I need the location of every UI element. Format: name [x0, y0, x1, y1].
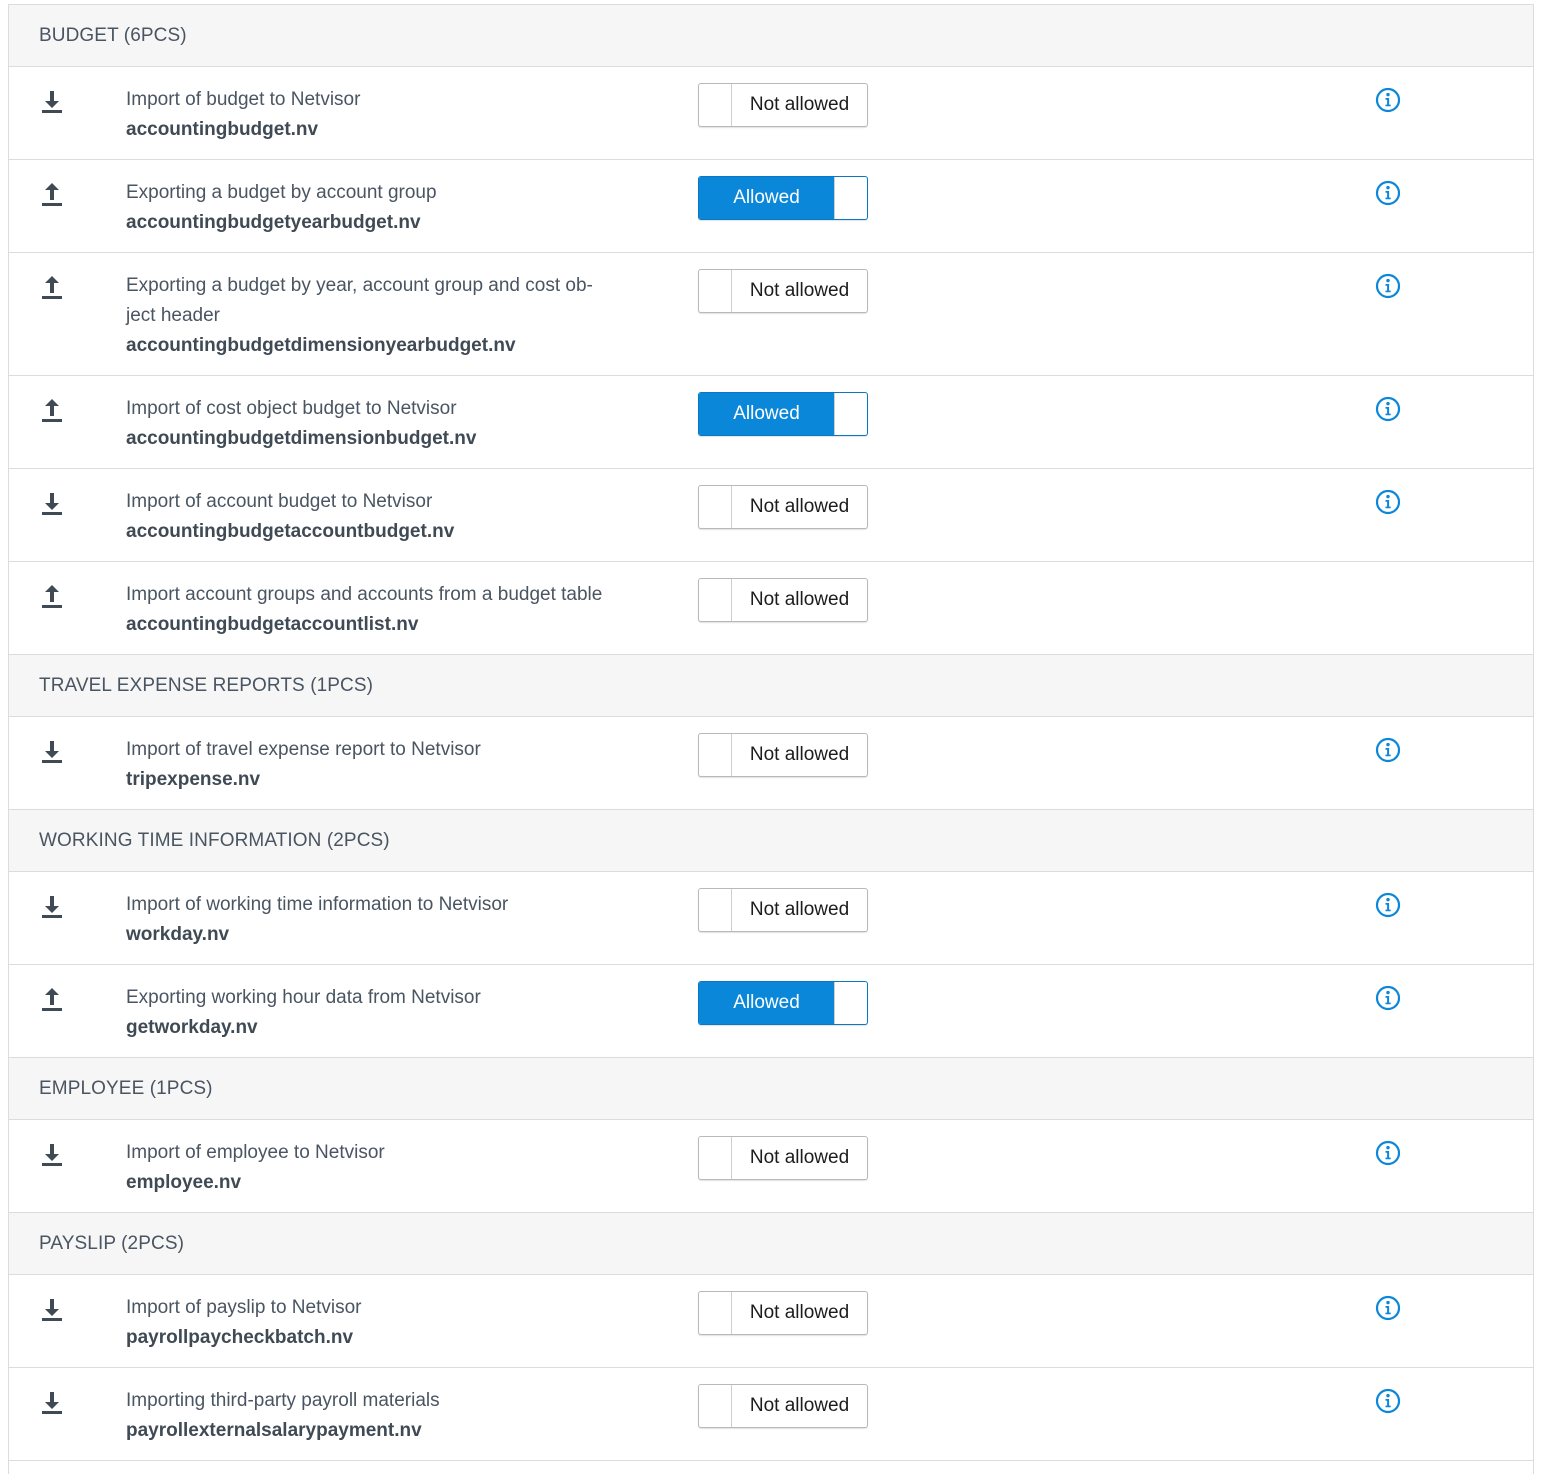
- permission-file: accountingbudgetdimensionyearbudget.nv: [126, 335, 516, 356]
- permission-text: [126, 1386, 646, 1446]
- toggle-knob: [699, 1292, 732, 1334]
- section-title: TRAVEL EXPENSE REPORTS (1PCS): [39, 674, 374, 696]
- permission-row: [9, 469, 1533, 562]
- permission-toggle[interactable]: [698, 1136, 868, 1180]
- section-header-employee: [9, 1058, 1533, 1120]
- permission-text: [126, 1138, 646, 1198]
- permission-row: [9, 872, 1533, 965]
- permission-description: Import account groups and accounts from a budget table: [126, 584, 603, 605]
- toggle-label: Not allowed: [749, 1147, 850, 1168]
- permission-toggle[interactable]: [698, 1384, 868, 1428]
- permission-file: accountingbudget.nv: [126, 119, 319, 140]
- section-title: PAYSLIP (2PCS): [39, 1232, 185, 1254]
- permission-description: Importing third-party payroll materials: [126, 1390, 440, 1411]
- permission-toggle[interactable]: [698, 83, 868, 127]
- permission-row: [9, 1368, 1533, 1461]
- permission-toggle[interactable]: [698, 733, 868, 777]
- api-permissions-panel: [8, 4, 1534, 1474]
- permission-row: [9, 717, 1533, 810]
- toggle-knob: [699, 579, 732, 621]
- info-icon[interactable]: [1375, 892, 1401, 918]
- permission-description: Import of payslip to Netvisor: [126, 1297, 362, 1318]
- permission-description: Exporting working hour data from Netvisor: [126, 987, 481, 1008]
- section-header-budget: [9, 5, 1533, 67]
- upload-icon: [39, 985, 65, 1015]
- permission-file: accountingbudgetdimensionbudget.nv: [126, 428, 477, 449]
- permission-row: [9, 1275, 1533, 1368]
- info-icon[interactable]: [1375, 489, 1401, 515]
- toggle-label: Allowed: [699, 982, 834, 1024]
- section-header-travel-expense-reports: [9, 655, 1533, 717]
- permission-description: Import of working time information to Netvisor: [126, 894, 509, 915]
- info-icon[interactable]: [1375, 1295, 1401, 1321]
- toggle-label: Not allowed: [749, 589, 850, 610]
- permission-row: [9, 562, 1533, 655]
- download-icon: [39, 1140, 65, 1170]
- permission-text: [126, 890, 646, 950]
- permission-text: [126, 487, 646, 547]
- permission-description: Import of account budget to Netvisor: [126, 491, 433, 512]
- permission-toggle[interactable]: [698, 176, 868, 220]
- section-header-working-time-information: [9, 810, 1533, 872]
- permission-toggle[interactable]: [698, 269, 868, 313]
- toggle-knob: [699, 734, 732, 776]
- toggle-label: Not allowed: [749, 280, 850, 301]
- download-icon: [39, 489, 65, 519]
- toggle-label: Not allowed: [749, 744, 850, 765]
- permission-file: accountingbudgetaccountbudget.nv: [126, 521, 455, 542]
- toggle-label: Allowed: [699, 177, 834, 219]
- permission-text: [126, 271, 646, 361]
- info-icon[interactable]: [1375, 180, 1401, 206]
- permission-description: Import of budget to Netvisor: [126, 89, 361, 110]
- permission-text: [126, 580, 646, 640]
- toggle-knob: [699, 270, 732, 312]
- upload-icon: [39, 582, 65, 612]
- permission-file: payrollpaycheckbatch.nv: [126, 1327, 354, 1348]
- permission-text: [126, 1293, 646, 1353]
- permission-file: accountingbudgetaccountlist.nv: [126, 614, 419, 635]
- download-icon: [39, 87, 65, 117]
- permission-row: [9, 376, 1533, 469]
- permission-file: workday.nv: [126, 924, 230, 945]
- download-icon: [39, 892, 65, 922]
- upload-icon: [39, 273, 65, 303]
- toggle-knob: [699, 1385, 732, 1427]
- permission-description: Import of cost object budget to Netvisor: [126, 398, 457, 419]
- info-icon[interactable]: [1375, 737, 1401, 763]
- toggle-label: Not allowed: [749, 1302, 850, 1323]
- info-icon[interactable]: [1375, 87, 1401, 113]
- permission-toggle[interactable]: [698, 888, 868, 932]
- toggle-knob: [699, 84, 732, 126]
- permission-row: [9, 160, 1533, 253]
- permission-file: employee.nv: [126, 1172, 242, 1193]
- download-icon: [39, 1295, 65, 1325]
- permission-text: [126, 178, 646, 238]
- section-title: EMPLOYEE (1PCS): [39, 1077, 213, 1099]
- permission-row: [9, 67, 1533, 160]
- permission-row: [9, 1120, 1533, 1213]
- permission-toggle[interactable]: [698, 1291, 868, 1335]
- toggle-knob: [834, 393, 867, 435]
- permission-toggle[interactable]: [698, 485, 868, 529]
- upload-icon: [39, 396, 65, 426]
- permission-description: Import of employee to Netvisor: [126, 1142, 385, 1163]
- permission-row: [9, 965, 1533, 1058]
- permission-description: Exporting a budget by year, account group and cost ob-: [126, 275, 593, 296]
- toggle-knob: [834, 982, 867, 1024]
- toggle-label: Allowed: [699, 393, 834, 435]
- toggle-knob: [699, 889, 732, 931]
- info-icon[interactable]: [1375, 396, 1401, 422]
- section-header-payslip: [9, 1213, 1533, 1275]
- permission-file: tripexpense.nv: [126, 769, 261, 790]
- info-icon[interactable]: [1375, 985, 1401, 1011]
- permission-text: [126, 735, 646, 795]
- permission-toggle[interactable]: [698, 392, 868, 436]
- permission-file: accountingbudgetyearbudget.nv: [126, 212, 421, 233]
- info-icon[interactable]: [1375, 1388, 1401, 1414]
- permission-toggle[interactable]: [698, 981, 868, 1025]
- permission-file: getworkday.nv: [126, 1017, 258, 1038]
- upload-icon: [39, 180, 65, 210]
- permission-description: Import of travel expense report to Netvisor: [126, 739, 481, 760]
- toggle-label: Not allowed: [749, 1395, 850, 1416]
- permission-text: [126, 85, 646, 145]
- section-title: BUDGET (6PCS): [39, 24, 187, 46]
- permission-text: [126, 983, 646, 1043]
- permission-file: payrollexternalsalarypayment.nv: [126, 1420, 422, 1441]
- permission-text: [126, 394, 646, 454]
- download-icon: [39, 737, 65, 767]
- permission-row: [9, 253, 1533, 376]
- download-icon: [39, 1388, 65, 1418]
- info-icon[interactable]: [1375, 1140, 1401, 1166]
- toggle-label: Not allowed: [749, 94, 850, 115]
- toggle-knob: [699, 1137, 732, 1179]
- permission-toggle[interactable]: [698, 578, 868, 622]
- toggle-label: Not allowed: [749, 899, 850, 920]
- info-icon[interactable]: [1375, 273, 1401, 299]
- toggle-knob: [834, 177, 867, 219]
- toggle-knob: [699, 486, 732, 528]
- section-title: WORKING TIME INFORMATION (2PCS): [39, 829, 390, 851]
- permission-description-continued: ject header: [126, 305, 221, 326]
- toggle-label: Not allowed: [749, 496, 850, 517]
- permission-description: Exporting a budget by account group: [126, 182, 437, 203]
